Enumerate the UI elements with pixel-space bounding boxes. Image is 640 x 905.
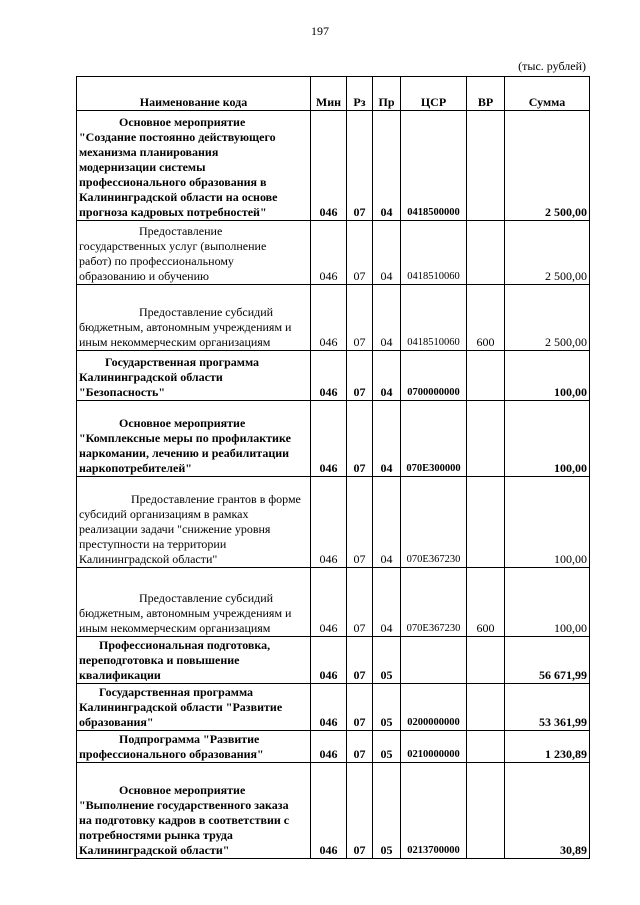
row-min: 046 (311, 221, 347, 285)
row-min: 046 (311, 568, 347, 637)
row-name-line: потребностями рынка труда (79, 828, 233, 842)
table-row (77, 477, 590, 568)
row-name-line: Профессиональная подготовка, (99, 638, 271, 652)
row-name-line: Предоставление субсидий (139, 591, 274, 605)
header-min: Мин (311, 77, 347, 111)
row-vr (467, 637, 505, 684)
row-csr: 0418510060 (401, 285, 467, 351)
table-row (77, 731, 590, 763)
row-rz: 07 (347, 401, 373, 477)
row-min: 046 (311, 477, 347, 568)
row-min: 046 (311, 637, 347, 684)
row-vr (467, 731, 505, 763)
row-vr (467, 684, 505, 731)
row-name-line: Калининградской области (79, 370, 223, 384)
row-pr: 04 (373, 351, 401, 401)
row-csr: 070Е367230 (401, 568, 467, 637)
row-rz: 07 (347, 568, 373, 637)
row-name-line: Предоставление субсидий (139, 305, 274, 319)
row-pr: 05 (373, 731, 401, 763)
row-name-line: профессионального образования в (79, 175, 267, 189)
budget-table (76, 76, 590, 859)
row-min: 046 (311, 351, 347, 401)
row-name (77, 401, 311, 477)
row-vr: 600 (467, 568, 505, 637)
row-name-line: иным некоммерческим организациям (79, 621, 271, 635)
row-vr (467, 401, 505, 477)
row-name-line: на подготовку кадров в соответствии с (79, 813, 290, 827)
row-name-line: образования" (79, 715, 154, 729)
row-pr: 05 (373, 684, 401, 731)
table-row (77, 637, 590, 684)
row-name-line: наркопотребителей" (79, 461, 192, 475)
row-name-line: работ) по профессиональному (79, 254, 234, 268)
row-sum: 2 500,00 (505, 221, 590, 285)
row-sum: 2 500,00 (505, 285, 590, 351)
row-min: 046 (311, 401, 347, 477)
row-csr: 0213700000 (401, 763, 467, 859)
row-name-line: преступности на территории (79, 537, 227, 551)
table-row (77, 285, 590, 351)
row-sum: 53 361,99 (505, 684, 590, 731)
table-row (77, 763, 590, 859)
header-pr: Пр (373, 77, 401, 111)
row-vr (467, 111, 505, 221)
row-rz: 07 (347, 684, 373, 731)
row-rz: 07 (347, 111, 373, 221)
page-number: 197 (311, 24, 329, 38)
table-row (77, 401, 590, 477)
header-csr: ЦСР (401, 77, 467, 111)
row-name-line: "Выполнение государственного заказа (79, 798, 289, 812)
row-name-line: "Создание постоянно действующего (79, 130, 276, 144)
row-sum: 2 500,00 (505, 111, 590, 221)
row-pr: 04 (373, 477, 401, 568)
table-row (77, 111, 590, 221)
row-min: 046 (311, 684, 347, 731)
row-csr: 0418510060 (401, 221, 467, 285)
row-name (77, 637, 311, 684)
row-name (77, 763, 311, 859)
row-vr (467, 351, 505, 401)
row-name-line: Основное мероприятие (119, 416, 246, 430)
row-name (77, 221, 311, 285)
row-sum: 30,89 (505, 763, 590, 859)
row-pr: 04 (373, 568, 401, 637)
row-name-line: переподготовка и повышение (79, 653, 240, 667)
row-rz: 07 (347, 731, 373, 763)
row-name-line: "Безопасность" (79, 385, 166, 399)
units-label: (тыс. рублей) (518, 59, 586, 73)
row-name-line: механизма планирования (79, 145, 219, 159)
row-rz: 07 (347, 637, 373, 684)
row-rz: 07 (347, 221, 373, 285)
row-csr (401, 637, 467, 684)
row-rz: 07 (347, 477, 373, 568)
row-pr: 04 (373, 285, 401, 351)
row-name-line: Калининградской области" (79, 843, 230, 857)
row-rz: 07 (347, 351, 373, 401)
header-sum: Сумма (505, 77, 590, 111)
row-pr: 04 (373, 401, 401, 477)
row-vr (467, 763, 505, 859)
row-csr: 0418500000 (401, 111, 467, 221)
row-vr (467, 477, 505, 568)
row-sum: 1 230,89 (505, 731, 590, 763)
row-name-line: образованию и обучению (79, 269, 209, 283)
header-vr: ВР (467, 77, 505, 111)
row-sum: 100,00 (505, 401, 590, 477)
row-rz: 07 (347, 285, 373, 351)
row-name (77, 285, 311, 351)
table-row (77, 351, 590, 401)
row-csr: 070Е300000 (401, 401, 467, 477)
row-min: 046 (311, 731, 347, 763)
header-name: Наименование кода (77, 77, 311, 111)
row-vr (467, 221, 505, 285)
table-row (77, 221, 590, 285)
row-name-line: Подпрограмма "Развитие (119, 732, 260, 746)
row-name-line: Основное мероприятие (119, 783, 246, 797)
row-name (77, 351, 311, 401)
header-rz: Рз (347, 77, 373, 111)
row-sum: 100,00 (505, 477, 590, 568)
row-pr: 05 (373, 637, 401, 684)
row-name-line: модернизации системы (79, 160, 206, 174)
table-header-row (77, 77, 590, 111)
row-vr: 600 (467, 285, 505, 351)
row-csr: 0200000000 (401, 684, 467, 731)
row-name-line: Калининградской области "Развитие (79, 700, 283, 714)
row-min: 046 (311, 111, 347, 221)
row-name-line: бюджетным, автономным учреждениям и (79, 606, 292, 620)
row-pr: 04 (373, 111, 401, 221)
row-name-line: прогноза кадровых потребностей" (79, 205, 267, 219)
row-name-line: профессионального образования" (79, 747, 264, 761)
row-name-line: реализации задачи "снижение уровня (79, 522, 271, 536)
row-name (77, 684, 311, 731)
row-min: 046 (311, 763, 347, 859)
row-name (77, 111, 311, 221)
row-csr: 070Е367230 (401, 477, 467, 568)
row-rz: 07 (347, 763, 373, 859)
row-name-line: Предоставление (139, 224, 223, 238)
row-sum: 100,00 (505, 351, 590, 401)
row-name-line: квалификации (79, 668, 161, 682)
row-pr: 05 (373, 763, 401, 859)
row-name-line: "Комплексные меры по профилактике (79, 431, 291, 445)
row-name-line: Калининградской области на основе (79, 190, 278, 204)
row-name-line: Государственная программа (99, 685, 254, 699)
row-sum: 100,00 (505, 568, 590, 637)
row-min: 046 (311, 285, 347, 351)
row-sum: 56 671,99 (505, 637, 590, 684)
row-csr: 0700000000 (401, 351, 467, 401)
row-name (77, 731, 311, 763)
row-name-line: субсидий организациям в рамках (79, 507, 249, 521)
table-row (77, 568, 590, 637)
row-name-line: Калининградской области" (79, 552, 218, 566)
row-name-line: наркомании, лечению и реабилитации (79, 446, 290, 460)
row-name (77, 568, 311, 637)
row-pr: 04 (373, 221, 401, 285)
row-name-line: бюджетным, автономным учреждениям и (79, 320, 292, 334)
table-row (77, 684, 590, 731)
row-name-line: Государственная программа (105, 355, 260, 369)
row-csr: 0210000000 (401, 731, 467, 763)
row-name-line: государственных услуг (выполнение (79, 239, 267, 253)
row-name-line: Предоставление грантов в форме (131, 492, 301, 506)
row-name-line: иным некоммерческим организациям (79, 335, 271, 349)
row-name (77, 477, 311, 568)
row-name-line: Основное мероприятие (119, 115, 246, 129)
